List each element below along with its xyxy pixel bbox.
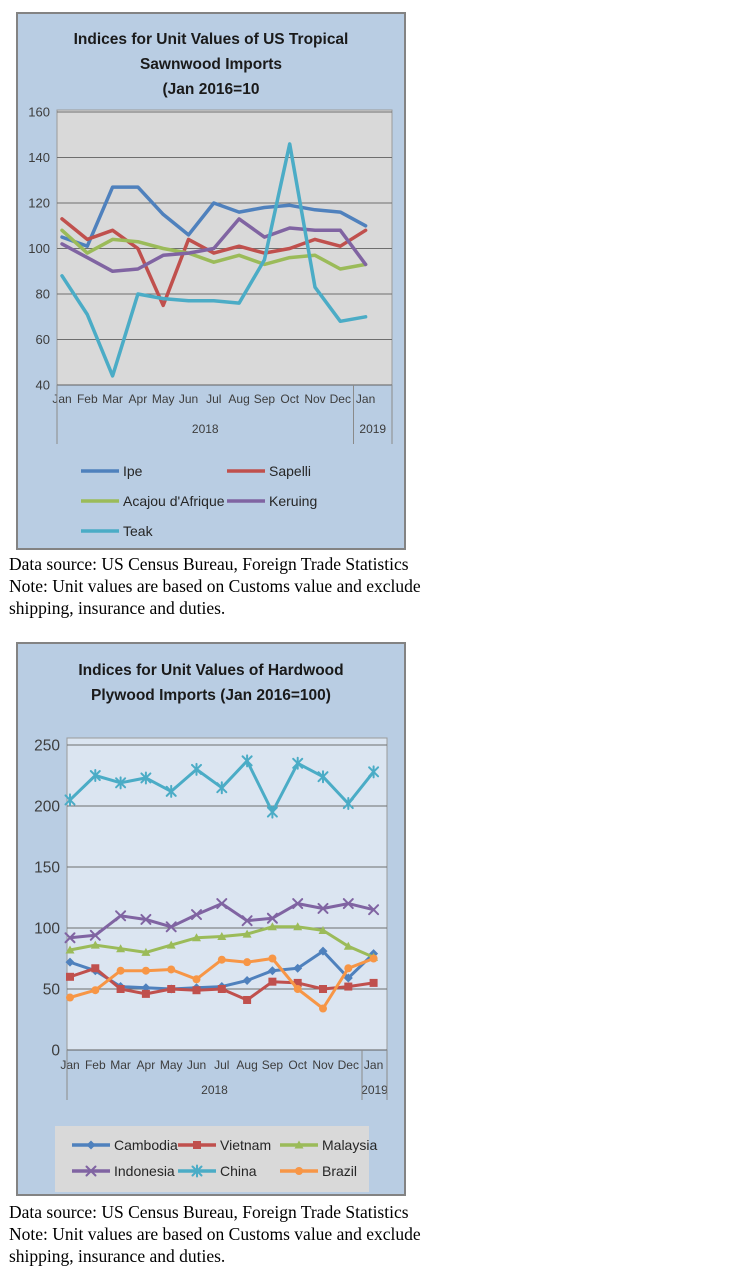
x-month-label: Jan [60,1058,80,1072]
y-tick-label: 40 [35,377,50,393]
sawnwood-plot-area [18,102,404,454]
x-month-label: Jun [178,392,199,406]
y-tick-label: 200 [34,798,60,816]
x-month-label: May [151,392,175,406]
year-label: 2018 [201,1083,228,1097]
x-month-label: Oct [288,1058,308,1072]
y-tick-label: 100 [34,920,60,938]
x-month-label: Sep [253,392,276,406]
series-marker [344,983,352,991]
year-label: 2019 [361,1083,388,1097]
x-month-label: Jul [214,1058,230,1072]
series-marker [268,955,276,963]
legend-label: China [220,1163,257,1179]
legend-item-china [177,1158,279,1184]
legend-item-keruing [226,486,396,516]
series-marker [66,973,74,981]
series-marker [243,958,251,966]
series-marker [117,985,125,993]
x-month-label: Jan [363,1058,384,1072]
x-month-label: Sep [261,1058,284,1072]
y-tick-label: 50 [42,981,60,999]
y-tick-label: 150 [34,859,60,877]
series-marker [91,986,99,994]
legend-label: Sapelli [269,463,312,479]
legend-label: Acajou d'Afrique [123,493,225,509]
plywood-legend [55,1126,378,1192]
year-label: 2018 [191,422,219,436]
legend-marker-icon [279,1138,319,1152]
series-marker [117,967,125,975]
series-marker [268,978,276,986]
note-text: Note: Unit values are based on Customs value and exclude shipping, insurance and duties. [9,1224,421,1266]
legend-item-teak [80,516,226,546]
data-source-text: Data source: US Census Bureau, Foreign Trade Statistics [9,554,409,574]
title-line: Sawnwood Imports [139,56,283,73]
x-month-label: Mar [110,1058,131,1072]
legend-marker-icon [80,524,120,538]
x-month-label: Feb [84,1058,106,1072]
x-month-label: Mar [102,392,123,406]
y-tick-label: 0 [51,1042,60,1060]
x-month-label: Jul [206,392,222,406]
year-label: 2019 [359,422,387,436]
legend-item-cambodia [71,1132,177,1158]
x-month-label: Apr [136,1058,156,1072]
sawnwood-chart [16,12,406,550]
series-marker [344,964,352,972]
legend-marker-icon [279,1164,319,1178]
legend-marker-icon [71,1164,111,1178]
legend-item-indonesia [71,1158,177,1184]
x-axis-labels [60,1050,388,1100]
x-month-label: Aug [228,392,250,406]
legend-marker-icon [80,494,120,508]
y-tick-label: 120 [28,195,50,211]
plywood-plot-area [18,732,404,1110]
series-marker [66,994,74,1002]
series-marker [319,1005,327,1013]
x-axis-labels [52,385,392,444]
x-month-label: Jun [186,1058,207,1072]
series-marker [91,964,99,972]
legend-label: Ipe [123,463,143,479]
x-month-label: May [159,1058,183,1072]
legend-item-brazil [279,1158,375,1184]
series-marker [87,1141,96,1150]
y-tick-label: 80 [35,286,50,302]
series-marker [218,956,226,964]
plywood-chart [16,642,406,1196]
legend-label: Indonesia [114,1163,175,1179]
legend-marker-icon [177,1164,217,1178]
series-marker [167,985,175,993]
x-month-label: Aug [236,1058,258,1072]
legend-marker-icon [226,464,266,478]
series-marker [218,985,226,993]
legend-label: Brazil [322,1163,358,1179]
title-line: Indices for Unit Values of US Tropical [73,31,349,48]
title-line: Indices for Unit Values of Hardwood [78,662,344,679]
plywood-chart-title [18,644,404,732]
x-month-label: Nov [312,1058,334,1072]
series-marker [142,990,150,998]
x-month-label: Feb [76,392,98,406]
x-month-label: Dec [337,1058,359,1072]
legend-label: Malaysia [322,1137,378,1153]
y-tick-label: 250 [34,737,60,755]
sawnwood-legend [18,456,404,546]
plot-background [67,738,387,1050]
legend-item-vietnam [177,1132,279,1158]
series-marker [243,996,251,1004]
y-tick-label: 60 [35,332,50,348]
y-axis-labels [34,738,60,1060]
legend-item-acajou-d-afrique [80,486,226,516]
legend-marker-icon [80,464,120,478]
title-line: (Jan 2016=10 [162,81,260,98]
note-text: Note: Unit values are based on Customs value and exclude shipping, insurance and duties. [9,576,421,618]
y-tick-label: 160 [28,104,50,120]
series-marker [370,979,378,987]
x-month-label: Nov [304,392,326,406]
legend-marker-icon [71,1138,111,1152]
series-marker [370,955,378,963]
data-source-text: Data source: US Census Bureau, Foreign Trade Statistics [9,1202,409,1222]
sawnwood-plot-svg [18,102,404,454]
series-marker [193,986,201,994]
plywood-plot-svg [18,732,404,1110]
legend-label: Teak [123,523,153,539]
series-marker [295,1167,303,1175]
y-tick-label: 100 [28,241,50,257]
legend-item-ipe [80,456,226,486]
sawnwood-chart-title [18,14,404,102]
source-note-1 [9,553,487,619]
series-marker [142,967,150,975]
legend-marker-icon [177,1138,217,1152]
legend-marker-icon [226,494,266,508]
legend-label: Vietnam [220,1137,272,1153]
plot-background [57,110,392,385]
legend-item-sapelli [226,456,396,486]
legend-label: Keruing [269,493,318,509]
x-month-label: Apr [128,392,148,406]
y-tick-label: 140 [28,150,50,166]
series-marker [319,985,327,993]
x-month-label: Jan [52,392,72,406]
legend-item-malaysia [279,1132,378,1158]
series-marker [193,975,201,983]
title-line: Plywood Imports (Jan 2016=100) [91,687,331,704]
source-note-2 [9,1201,487,1267]
legend-label: Cambodia [114,1137,178,1153]
series-marker [193,1141,201,1149]
y-axis-labels [28,105,50,393]
series-marker [294,985,302,993]
x-month-label: Dec [329,392,351,406]
series-marker [167,965,175,973]
x-month-label: Oct [280,392,300,406]
x-month-label: Jan [355,392,376,406]
